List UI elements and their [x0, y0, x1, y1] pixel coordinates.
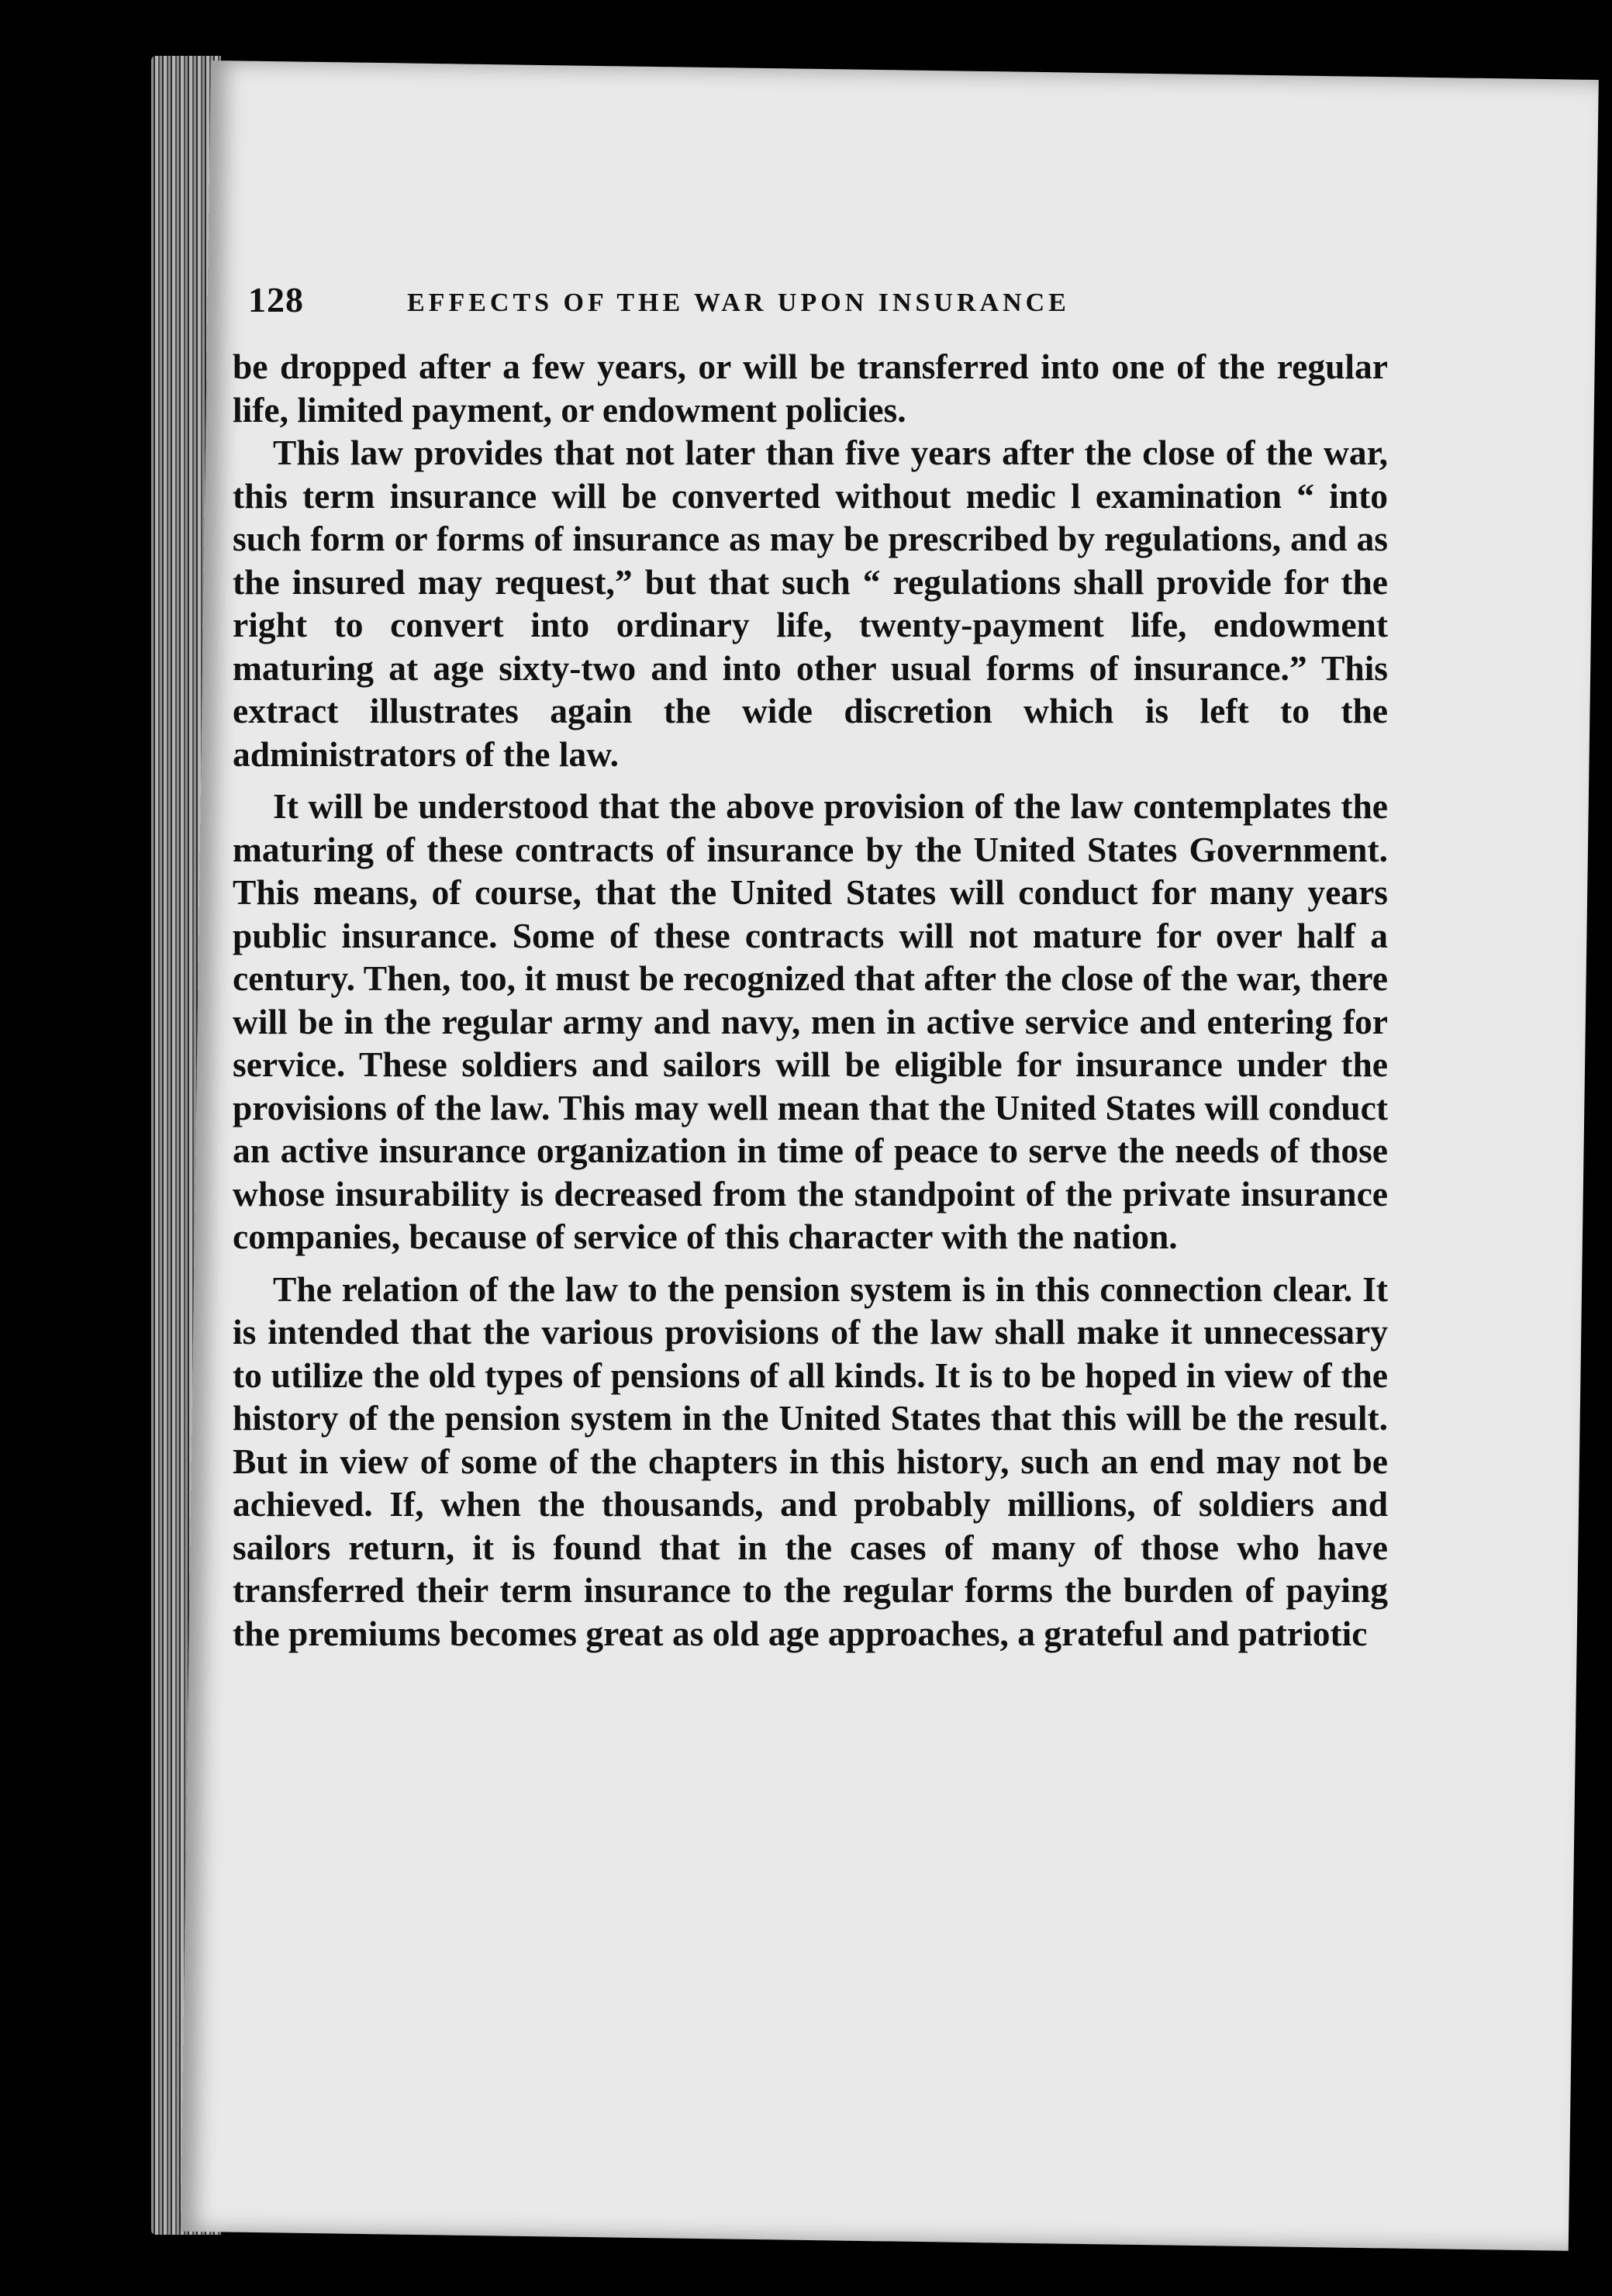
- body-text: [233, 345, 1388, 1655]
- paragraph: This law provides that not later than five years after the close of the war, this term insurance will be converted without medic l examination “ into such form or forms of insurance as may be prescribed by regulations, and as the insured may request,” but that such “ regulations shall provide for the right to convert into ordinary life, twenty-payment life, endowment maturing at age sixty-two and into other usual forms of insurance.” This extract illustrates again the wide discretion which is left to the administrators of the law.: [233, 433, 1388, 774]
- paragraph: The relation of the law to the pension system is in this connection clear. It is intended that the various provisions of the law shall make it unnecessary to utilize the old types of pensions of all kinds. It is to be hoped in view of the history of the pension system in the United States that this will be the result. But in view of some of the chapters in this history, such an end may not be achieved. If, when the thousands, and probably millions, of soldiers and sailors return, it is found that in the cases of many of those who have transferred their term insurance to the regular forms the burden of paying the premiums becomes great as old age approaches, a grateful and patriotic: [233, 1269, 1388, 1653]
- paragraph-continued: be dropped after a few years, or will be transferred into one of the regular life, limited payment, or endowment policies.: [233, 347, 1388, 430]
- paragraph: It will be understood that the above provision of the law contemplates the maturing of these contracts of insurance by the United States Government. This means, of course, that the United States will conduct for many years public insurance. Some of these contracts will not mature for over half a century. Then, too, it must be recognized that after the close of the war, there will be in the regular army and navy, men in active service and entering for service. These soldiers and sailors will be eligible for insurance under the provisions of the law. This may well mean that the United States will conduct an active insurance organization in time of peace to serve the needs of those whose insurability is decreased from the standpoint of the private insurance companies, because of service of this character with the nation.: [233, 786, 1388, 1256]
- page-header: [248, 279, 1380, 341]
- page-number: 128: [248, 280, 304, 319]
- running-head: EFFECTS OF THE WAR UPON INSURANCE: [407, 288, 1070, 317]
